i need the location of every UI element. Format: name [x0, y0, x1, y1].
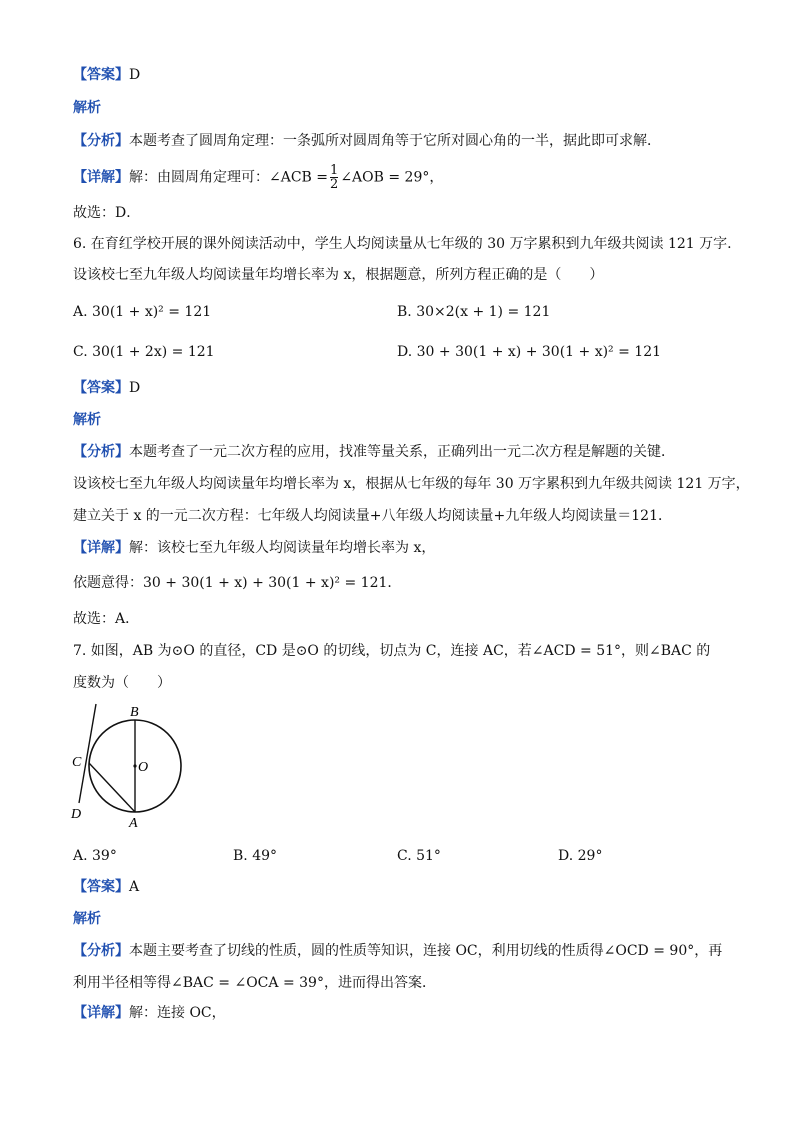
q5-detail: 【详解】解：由圆周角定理可：∠ACB = $\frac{1}{2}$ ∠AOB = 29°， [73, 163, 444, 192]
label-c: C [72, 755, 82, 770]
q6-stem-1: 6. 在育红学校开展的课外阅读活动中，学生人均阅读量从七年级的 30 万字累积到九年级共阅读 121 万字. [73, 236, 732, 252]
q6-fenxi: 【分析】本题考查了一元二次方程的应用，找准等量关系，正确列出一元二次方程是解题的关键． [73, 444, 675, 460]
q6-option-c: C. 30(1 + 2x) = 121 [73, 344, 215, 360]
q7-option-b: B. 49° [233, 848, 278, 864]
q7-option-c: C. 51° [397, 848, 441, 864]
fraction: $\frac{1}{2}$ [330, 163, 339, 192]
q6-answer: 【答案】D [73, 380, 141, 396]
q7-fenxi: 【分析】本题主要考查了切线的性质，圆的性质等知识，连接 OC，利用切线的性质得∠OCD = 90°，再 [73, 943, 723, 959]
q6-choose: 故选：A． [73, 611, 140, 627]
q6-fenxi-2: 设该校七至九年级人均阅读量年均增长率为 x，根据从七年级的每年 30 万字累积到九年级共阅读 121 万字， [73, 476, 750, 492]
q6-stem-2: 设该校七至九年级人均阅读量年均增长率为 x，根据题意，所列方程正确的是（ ） [73, 267, 604, 283]
q5-choose: 故选：D． [73, 205, 141, 221]
q6-detail: 【详解】解：该校七至九年级人均阅读量年均增长率为 x， [73, 540, 436, 556]
q6-fenxi-3: 建立关于 x 的一元二次方程：七年级人均阅读量+八年级人均阅读量+九年级人均阅读量＝121． [73, 508, 672, 524]
q7-detail: 【详解】解：连接 OC， [73, 1005, 226, 1021]
label-a: A [129, 816, 138, 831]
q6-option-b: B. 30×2(x + 1) = 121 [397, 304, 551, 320]
center-point [133, 764, 136, 767]
q7-fenxi-2: 利用半径相等得∠BAC = ∠OCA = 39°，进而得出答案． [73, 975, 436, 991]
q7-analysis-heading: 解析 [73, 911, 101, 927]
circle-tangent-figure [66, 700, 196, 835]
answer-value: D [129, 67, 141, 83]
q6-equation: 依题意得：30 + 30(1 + x) + 30(1 + x)² = 121． [73, 575, 402, 591]
q7-stem-1: 7. 如图，AB 为⊙O 的直径，CD 是⊙O 的切线，切点为 C，连接 AC，若∠ACD = 51°，则∠BAC 的 [73, 643, 711, 659]
q7-option-a: A. 39° [73, 848, 117, 864]
chord-ac [89, 763, 135, 812]
q5-fenxi: 【分析】本题考查了圆周角定理：一条弧所对圆周角等于它所对圆心角的一半，据此即可求解． [73, 133, 661, 149]
label-d: D [71, 807, 82, 822]
q6-option-a: A. 30(1 + x)² = 121 [73, 304, 212, 320]
q5-analysis-heading: 解析 [73, 100, 101, 116]
q7-option-d: D. 29° [558, 848, 603, 864]
answer-label: 【答案】 [73, 67, 129, 83]
label-b: B [130, 705, 139, 720]
q6-analysis-heading: 解析 [73, 412, 101, 428]
label-o: O [138, 760, 149, 775]
q6-option-d: D. 30 + 30(1 + x) + 30(1 + x)² = 121 [397, 344, 662, 360]
tangent-cd [79, 704, 96, 803]
q7-answer: 【答案】A [73, 879, 140, 895]
q7-stem-2: 度数为（ ） [73, 675, 171, 691]
q5-answer [73, 65, 140, 85]
